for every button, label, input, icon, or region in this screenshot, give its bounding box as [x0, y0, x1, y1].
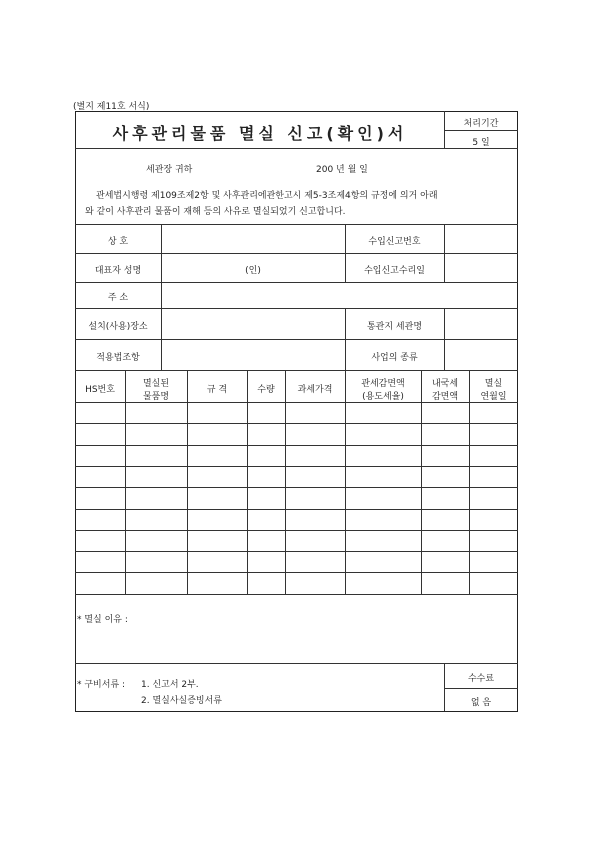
table-cell[interactable]	[125, 445, 187, 466]
table-cell[interactable]	[247, 530, 285, 551]
processing-period-label: 처리기간	[463, 119, 499, 129]
applicable-law-label: 적용법조항	[96, 353, 140, 363]
table-cell[interactable]	[187, 530, 247, 551]
table-cell[interactable]	[75, 530, 125, 551]
addressee: 세관장 귀하	[146, 165, 193, 175]
table-cell[interactable]	[345, 402, 421, 423]
table-cell[interactable]	[75, 509, 125, 530]
table-cell[interactable]	[469, 572, 518, 593]
table-cell[interactable]	[75, 487, 125, 508]
table-cell[interactable]	[285, 509, 345, 530]
table-cell[interactable]	[125, 402, 187, 423]
table-cell[interactable]	[345, 530, 421, 551]
reason-label: * 멸실 이유 :	[77, 615, 128, 625]
table-cell[interactable]	[469, 445, 518, 466]
table-cell[interactable]	[187, 466, 247, 487]
table-header-cell: 연월일	[480, 392, 507, 402]
table-cell[interactable]	[421, 466, 469, 487]
table-cell[interactable]	[187, 423, 247, 444]
table-cell[interactable]	[187, 487, 247, 508]
table-cell[interactable]	[345, 445, 421, 466]
table-cell[interactable]	[247, 551, 285, 572]
table-cell[interactable]	[469, 551, 518, 572]
form-title: 사후관리물품 멸실 신고(확인)서	[112, 124, 408, 143]
table-cell[interactable]	[247, 445, 285, 466]
table-header-cell: HS번호	[85, 385, 115, 395]
company-label: 상 호	[107, 237, 129, 247]
table-cell[interactable]	[285, 487, 345, 508]
table-header-cell: 규 격	[206, 385, 228, 395]
table-cell[interactable]	[421, 551, 469, 572]
table-cell[interactable]	[469, 530, 518, 551]
table-cell[interactable]	[421, 572, 469, 593]
representative-label: 대표자 성명	[94, 266, 142, 276]
document-item-1: 1. 신고서 2부.	[141, 680, 199, 690]
table-cell[interactable]	[285, 445, 345, 466]
table-cell[interactable]	[345, 572, 421, 593]
table-cell[interactable]	[125, 466, 187, 487]
table-cell[interactable]	[125, 423, 187, 444]
table-cell[interactable]	[125, 509, 187, 530]
table-cell[interactable]	[421, 402, 469, 423]
table-header-cell: 과세가격	[297, 385, 333, 395]
table-cell[interactable]	[75, 572, 125, 593]
table-cell[interactable]	[421, 530, 469, 551]
table-cell[interactable]	[345, 466, 421, 487]
business-type-label: 사업의 종류	[371, 353, 418, 363]
table-cell[interactable]	[345, 423, 421, 444]
table-cell[interactable]	[345, 551, 421, 572]
table-cell[interactable]	[75, 466, 125, 487]
table-cell[interactable]	[421, 423, 469, 444]
statement-line-1: 관세법시행령 제109조제2항 및 사후관리에관한고시 제5-3조제4항의 규정에 의거 아래	[96, 191, 438, 201]
table-cell[interactable]	[247, 402, 285, 423]
table-cell[interactable]	[125, 551, 187, 572]
table-cell[interactable]	[187, 402, 247, 423]
address-label: 주 소	[107, 293, 129, 303]
table-header-cell: 감면액	[431, 392, 459, 402]
table-cell[interactable]	[187, 445, 247, 466]
table-cell[interactable]	[75, 551, 125, 572]
table-cell[interactable]	[469, 487, 518, 508]
table-cell[interactable]	[75, 423, 125, 444]
table-header-cell: 물품명	[142, 392, 170, 402]
table-cell[interactable]	[421, 509, 469, 530]
table-cell[interactable]	[125, 530, 187, 551]
table-cell[interactable]	[469, 423, 518, 444]
table-cell[interactable]	[285, 466, 345, 487]
form-number: (별지 제11호 서식)	[73, 102, 150, 112]
table-cell[interactable]	[421, 445, 469, 466]
seal-mark: (인)	[245, 266, 261, 276]
table-cell[interactable]	[469, 402, 518, 423]
table-cell[interactable]	[247, 572, 285, 593]
table-cell[interactable]	[285, 530, 345, 551]
table-cell[interactable]	[125, 487, 187, 508]
table-cell[interactable]	[247, 487, 285, 508]
table-header-cell: 내국세	[431, 379, 459, 389]
table-cell[interactable]	[247, 509, 285, 530]
statement-line-2: 와 같이 사후관리 물품이 재해 등의 사유로 멸실되었기 신고합니다.	[85, 207, 346, 217]
table-cell[interactable]	[285, 402, 345, 423]
table-header-cell: 수량	[257, 385, 275, 395]
fee-value: 없 음	[470, 698, 492, 708]
fee-label: 수수료	[467, 674, 495, 684]
import-number-label: 수입신고번호	[368, 237, 421, 247]
table-cell[interactable]	[75, 402, 125, 423]
processing-period-value: 5 일	[472, 138, 490, 148]
table-header-cell: (용도세율)	[362, 392, 404, 402]
table-cell[interactable]	[247, 466, 285, 487]
table-cell[interactable]	[469, 466, 518, 487]
table-header-cell: 멸실된	[142, 379, 170, 389]
table-cell[interactable]	[125, 572, 187, 593]
table-cell[interactable]	[469, 509, 518, 530]
table-cell[interactable]	[345, 487, 421, 508]
acceptance-date-label: 수입신고수리일	[364, 266, 425, 276]
customs-office-label: 통관지 세관명	[366, 322, 423, 332]
documents-label: * 구비서류 :	[77, 680, 126, 690]
table-cell[interactable]	[187, 509, 247, 530]
table-cell[interactable]	[187, 572, 247, 593]
location-label: 설치(사용)장소	[88, 322, 148, 332]
table-cell[interactable]	[421, 487, 469, 508]
table-cell[interactable]	[247, 423, 285, 444]
table-cell[interactable]	[285, 423, 345, 444]
table-cell[interactable]	[285, 551, 345, 572]
table-header-cell: 멸실	[484, 379, 503, 389]
table-cell[interactable]	[285, 572, 345, 593]
table-header-cell: 관세감면액	[361, 379, 405, 389]
table-cell[interactable]	[345, 509, 421, 530]
report-date: 200 년 월 일	[316, 165, 368, 175]
table-cell[interactable]	[75, 445, 125, 466]
table-cell[interactable]	[187, 551, 247, 572]
document-item-2: 2. 멸실사실증빙서류	[141, 696, 223, 706]
